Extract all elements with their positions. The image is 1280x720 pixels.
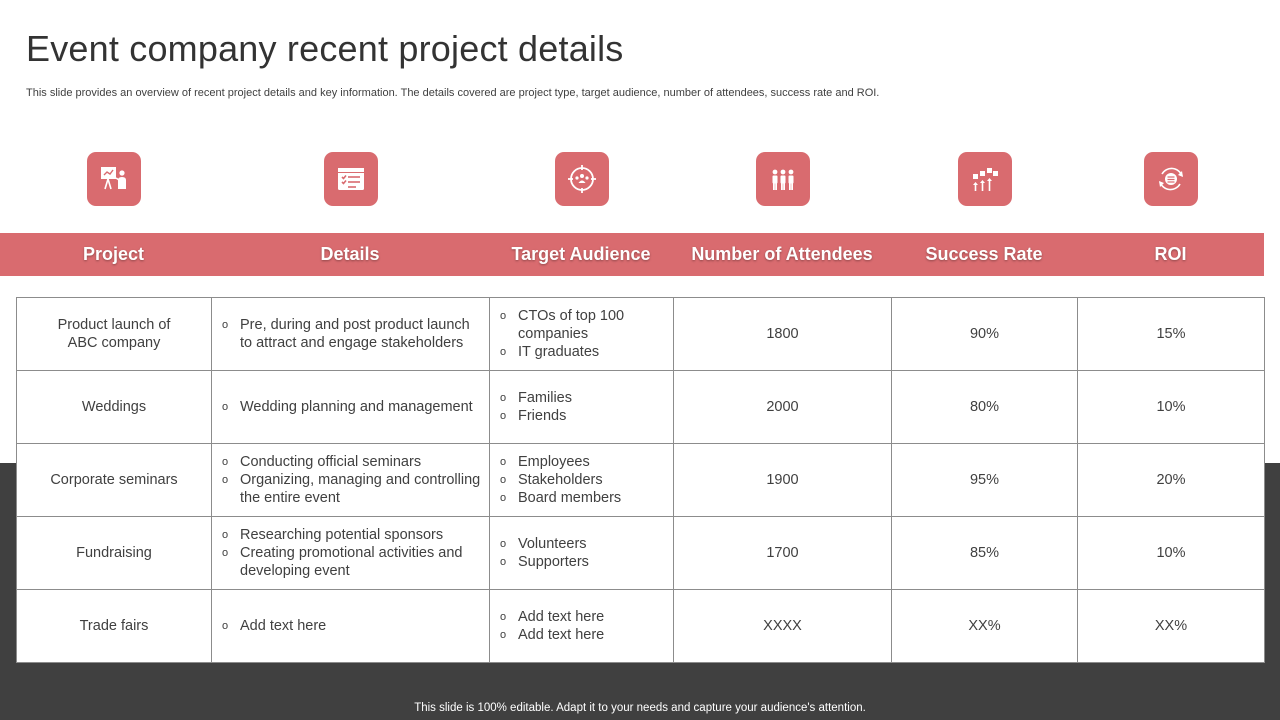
roi-cell: XX%: [1078, 590, 1265, 663]
attendees-cell: 2000: [674, 371, 892, 444]
success-rate-cell: XX%: [892, 590, 1078, 663]
list-item: o Researching potential sponsors: [222, 527, 444, 543]
details-cell: [212, 590, 490, 663]
list-item: o Organizing, managing and controlling the entire event: [222, 472, 481, 506]
table-row: [17, 590, 1265, 663]
list-item: o Stakeholders: [500, 472, 603, 488]
table-row: [17, 444, 1265, 517]
bullet-circle-icon: o: [222, 401, 229, 413]
bullet-circle-icon: o: [500, 556, 507, 568]
column-header-target-audience: Target Audience: [511, 244, 651, 264]
coin-cycle-icon: [1144, 152, 1198, 206]
details-cell: [212, 444, 490, 517]
list-item: o Conducting official seminars: [222, 454, 422, 470]
bullet-circle-icon: o: [222, 547, 229, 559]
bullet-circle-icon: o: [222, 620, 229, 632]
details-cell: [212, 371, 490, 444]
slide-subtitle: This slide provides an overview of recent project details and key information. The details covered are project type, target audience, number of attendees, success rate and ROI.: [26, 87, 880, 99]
bullet-circle-icon: o: [500, 611, 507, 623]
list-item: o IT graduates: [500, 344, 600, 360]
details-cell: [212, 298, 490, 371]
attendees-cell: 1700: [674, 517, 892, 590]
checklist-window-icon: [324, 152, 378, 206]
column-header-attendees: Number of Attendees: [691, 244, 873, 264]
table-row: [17, 371, 1265, 444]
bullet-circle-icon: o: [500, 410, 507, 422]
list-item: o Volunteers: [500, 536, 587, 552]
list-item: o Employees: [500, 454, 590, 470]
slide-footer: This slide is 100% editable. Adapt it to your needs and capture your audience's attention.: [414, 702, 866, 714]
project-cell: Product launch of ABC company: [17, 298, 212, 371]
roi-cell: 20%: [1078, 444, 1265, 517]
column-header-success-rate: Success Rate: [925, 244, 1043, 264]
list-item: o Wedding planning and management: [222, 399, 473, 415]
bullet-circle-icon: o: [500, 392, 507, 404]
column-header-roi: ROI: [1154, 244, 1187, 264]
column-header-project: Project: [82, 244, 145, 264]
target-audience-icon: [555, 152, 609, 206]
success-rate-cell: 90%: [892, 298, 1078, 371]
list-item: o Families: [500, 390, 572, 406]
list-item: o Board members: [500, 490, 622, 506]
audience-cell: [490, 371, 674, 444]
table-row: [17, 298, 1265, 371]
list-item: o CTOs of top 100 companies: [500, 308, 625, 342]
bullet-circle-icon: o: [222, 474, 229, 486]
bullet-circle-icon: o: [500, 629, 507, 641]
bullet-circle-icon: o: [222, 529, 229, 541]
bullet-circle-icon: o: [500, 538, 507, 550]
roi-cell: 10%: [1078, 517, 1265, 590]
bullet-circle-icon: o: [222, 456, 229, 468]
audience-cell: [490, 298, 674, 371]
column-header-details: Details: [320, 244, 380, 264]
bullet-circle-icon: o: [500, 346, 507, 358]
success-rate-cell: 95%: [892, 444, 1078, 517]
attendees-cell: 1800: [674, 298, 892, 371]
success-rate-cell: 80%: [892, 371, 1078, 444]
list-item: o Friends: [500, 408, 567, 424]
audience-cell: [490, 517, 674, 590]
attendees-cell: XXXX: [674, 590, 892, 663]
audience-cell: [490, 444, 674, 517]
project-cell: Fundraising: [17, 517, 212, 590]
roi-cell: 15%: [1078, 298, 1265, 371]
project-cell: Weddings: [17, 371, 212, 444]
bullet-circle-icon: o: [500, 456, 507, 468]
presentation-icon: [87, 152, 141, 206]
list-item: o Add text here: [222, 618, 327, 634]
bullet-circle-icon: o: [500, 492, 507, 504]
details-cell: [212, 517, 490, 590]
people-group-icon: [756, 152, 810, 206]
list-item: o Supporters: [500, 554, 589, 570]
table-row: [17, 517, 1265, 590]
audience-cell: [490, 590, 674, 663]
bullet-circle-icon: o: [500, 474, 507, 486]
growth-boxes-icon: [958, 152, 1012, 206]
list-item: o Add text here: [500, 609, 605, 625]
project-cell: Trade fairs: [17, 590, 212, 663]
bullet-circle-icon: o: [500, 310, 507, 322]
list-item: o Pre, during and post product launch to attract and engage stakeholders: [222, 317, 470, 351]
attendees-cell: 1900: [674, 444, 892, 517]
bullet-circle-icon: o: [222, 319, 229, 331]
slide-title: Event company recent project details: [26, 28, 624, 69]
list-item: o Creating promotional activities and developing event: [222, 545, 463, 579]
project-details-table: [16, 297, 1265, 663]
list-item: o Add text here: [500, 627, 605, 643]
success-rate-cell: 85%: [892, 517, 1078, 590]
roi-cell: 10%: [1078, 371, 1265, 444]
project-cell: Corporate seminars: [17, 444, 212, 517]
